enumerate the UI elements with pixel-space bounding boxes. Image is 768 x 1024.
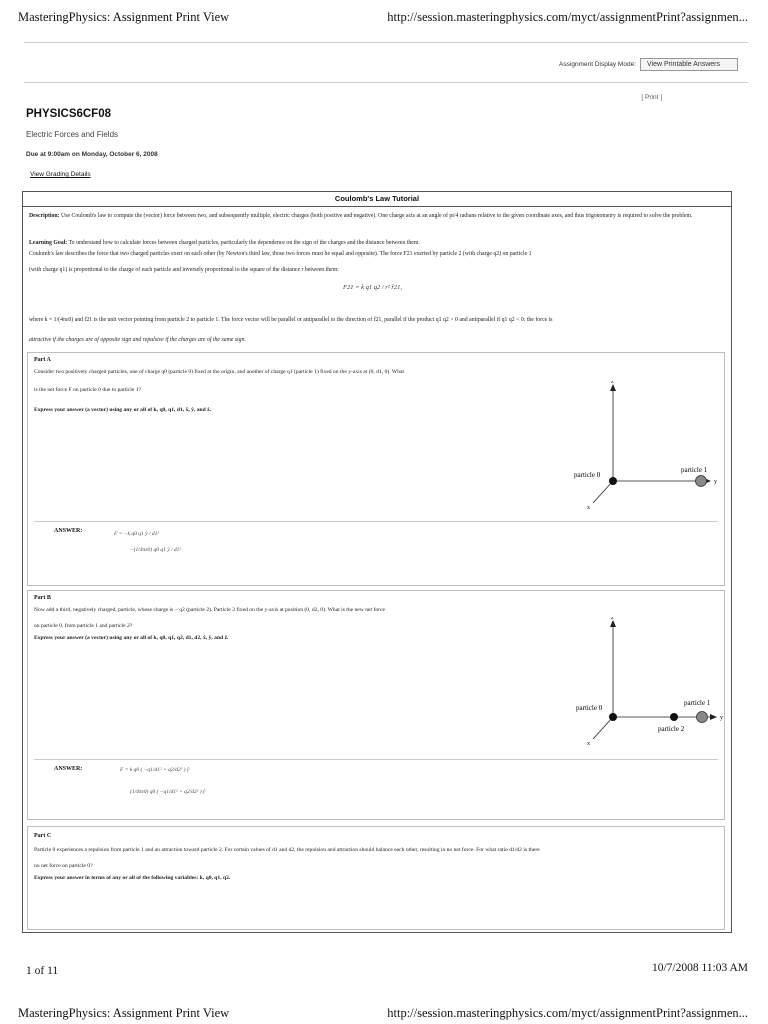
header-rule bbox=[24, 42, 748, 43]
tutorial-panel bbox=[22, 191, 732, 933]
particle-0-label: particle 0 bbox=[576, 704, 603, 712]
learning-goal-label: Learning Goal: bbox=[29, 240, 68, 246]
part-a-text-2: is the net force F on particle 0 due to particle 1? bbox=[34, 387, 142, 393]
print-footer-url: http://session.masteringphysics.com/myct/assignmentPrint?assignmen... bbox=[387, 1006, 748, 1020]
tutorial-title: Coulomb's Law Tutorial bbox=[23, 192, 731, 207]
description-text: Use Coulomb's law to compute the (vector) force between two, and subsequently multiple, electric charges (both positive and negative). One charge acts at an angle of pi/4 radians relative to the given coordinate axes, and thus trigonometry is required to solve the problem. bbox=[61, 213, 693, 219]
coulomb-formula: F21 = k q1 q2 / r² r̂21, bbox=[343, 284, 403, 291]
particle-2-dot bbox=[670, 713, 678, 721]
description bbox=[29, 212, 723, 222]
where-line-2: attractive if the charges are of opposite sign and repulsive if the charges are of the same sign. bbox=[29, 337, 246, 343]
page-number: 1 of 11 bbox=[26, 965, 59, 977]
particle-0-label: particle 0 bbox=[574, 471, 601, 479]
display-mode-label: Assignment Display Mode: bbox=[559, 61, 636, 68]
z-arrow bbox=[610, 384, 616, 391]
part-b-answer-1: F = k q0 ( −q1/d1² + q2/d2² ) ŷ bbox=[120, 767, 190, 773]
part-a-answer-1: F = −k q0 q1 ŷ / d1² bbox=[114, 531, 159, 537]
learning-goal bbox=[29, 239, 723, 249]
part-a-answer-label: ANSWER: bbox=[54, 528, 83, 534]
axis-label-x: x bbox=[587, 741, 590, 747]
part-c-instruction: Express your answer in terms of any or all of the following variables: k, q0, q1, q2. bbox=[34, 875, 231, 881]
print-link[interactable]: [ Print ] bbox=[641, 94, 662, 101]
part-b-answer-2: (1/4πε0) q0 ( −q1/d1² + q2/d2² ) ŷ bbox=[130, 789, 206, 795]
particle-1-label: particle 1 bbox=[681, 466, 708, 474]
axis-label-y: y bbox=[714, 479, 717, 485]
part-a-text-1: Consider two positively charged particles, one of charge q0 (particle 0) fixed at the origin, and another of charge q1 (particle 1) fixed on the y-axis at (0, d1, 0). What bbox=[34, 369, 405, 375]
part-b-text-1: Now add a third, negatively charged, particle, whose charge is − q2 (particle 2). Particle 2 fixed on the y-axis at position (0, d2, 0). What is the new net force bbox=[34, 607, 385, 613]
part-a bbox=[27, 352, 725, 586]
axis-label-x: x bbox=[587, 505, 590, 511]
part-b-answer-label: ANSWER: bbox=[54, 766, 83, 772]
axis-label-z: z bbox=[611, 617, 614, 621]
y-arrow bbox=[710, 714, 717, 720]
due-date: Due at 9:00am on Monday, October 6, 2008 bbox=[26, 151, 158, 158]
print-footer-title: MasteringPhysics: Assignment Print View bbox=[18, 1006, 230, 1020]
part-b-answer-box bbox=[34, 759, 718, 816]
display-mode-select[interactable]: View Printable Answers bbox=[640, 58, 738, 71]
print-header-title: MasteringPhysics: Assignment Print View bbox=[18, 10, 230, 24]
assignment-title: PHYSICS6CF08 bbox=[26, 108, 112, 120]
part-a-label: Part A bbox=[34, 357, 51, 363]
browser-print-header bbox=[18, 10, 748, 30]
part-b bbox=[27, 590, 725, 820]
z-arrow bbox=[610, 620, 616, 627]
particle-1-dot bbox=[697, 712, 708, 723]
particle-2-label: particle 2 bbox=[658, 725, 685, 733]
part-c-text-2: no net force on particle 0? bbox=[34, 863, 93, 869]
description-label: Description: bbox=[29, 213, 60, 219]
particle-1-label: particle 1 bbox=[684, 699, 711, 707]
particle-1-dot bbox=[696, 476, 707, 487]
part-b-label: Part B bbox=[34, 595, 51, 601]
part-b-instruction: Express your answer (a vector) using any or all of k, q0, q1, q2, d1, d2, x̂, ŷ, and ẑ. bbox=[34, 635, 229, 641]
print-timestamp: 10/7/2008 11:03 AM bbox=[651, 962, 748, 974]
axis-label-y: y bbox=[720, 715, 723, 721]
intro-line-1: Coulomb's law describes the force that two charged particles exert on each other (by Newton's third law, those two forces must be equal and opposite). The force F21 exerted by particle 2 (with charge q2) on particle 1 bbox=[29, 251, 532, 257]
display-mode-row bbox=[559, 58, 738, 71]
part-c-label: Part C bbox=[34, 833, 52, 839]
x-axis-line bbox=[593, 481, 613, 503]
particle-0-dot bbox=[609, 477, 617, 485]
x-axis-line bbox=[593, 717, 613, 739]
assignment-subtitle: Electric Forces and Fields bbox=[26, 130, 119, 139]
part-b-text-2: on particle 0, from particle 1 and particle 2? bbox=[34, 623, 133, 629]
axis-label-z: z bbox=[611, 381, 614, 385]
part-a-axes-diagram bbox=[538, 381, 728, 511]
part-a-instruction: Express your answer (a vector) using any or all of k, q0, q1, d1, x̂, ŷ, and ẑ. bbox=[34, 407, 212, 413]
part-a-answer-2: −(1/4πε0) q0 q1 ŷ / d1² bbox=[130, 547, 182, 553]
print-header-url: http://session.masteringphysics.com/myct/assignmentPrint?assignmen... bbox=[387, 10, 748, 24]
intro-line-2: (with charge q1) is proportional to the charge of each particle and inversely proportional to the square of the distance r between them: bbox=[29, 267, 339, 273]
part-b-axes-diagram bbox=[538, 617, 728, 747]
view-grading-details-link[interactable]: View Grading Details bbox=[30, 171, 91, 178]
toolbar-rule bbox=[24, 82, 748, 83]
part-c-text-1: Particle 0 experiences a repulsion from particle 1 and an attraction toward particle 2. For certain values of d1 and d2, the repulsion and attraction should balance each other, resulting in no net force. For what ratio d1/d2 is there bbox=[34, 847, 540, 853]
particle-0-dot bbox=[609, 713, 617, 721]
part-c bbox=[27, 826, 725, 930]
learning-goal-text: To understand how to calculate forces between charged particles, particularly the dependence on the sign of the charges and the distance between them. bbox=[68, 240, 420, 246]
part-a-answer-box bbox=[34, 521, 718, 582]
where-line-1: where k = 1/(4πε0) and r̂21 is the unit vector pointing from particle 2 to particle 1. The force vector will be parallel or antiparallel to the direction of r̂21, parallel if the product q1 q2 > 0 and antiparallel if q1 q2 < 0; the force is bbox=[29, 317, 553, 323]
